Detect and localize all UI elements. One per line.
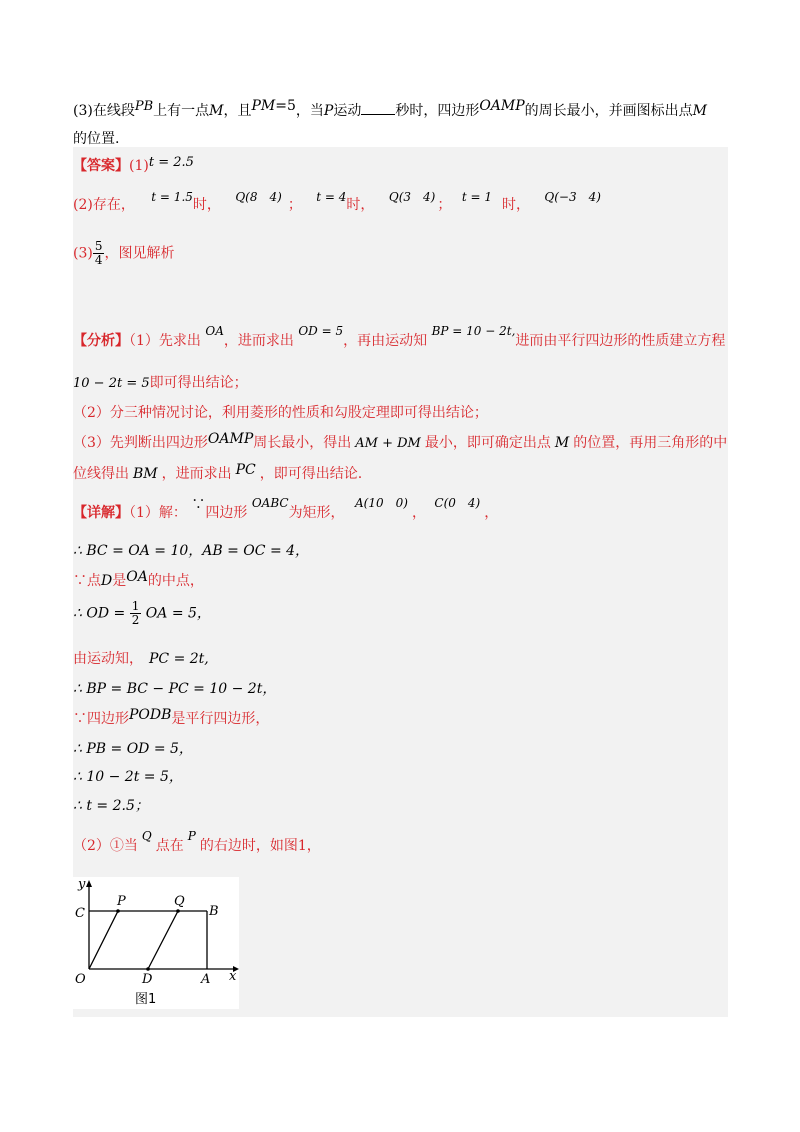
detail-line-1: 【详解】（1）解： ∵四边形 OABC为矩形， A(10 0)， C(0 4)，	[73, 496, 499, 521]
answer-label: 【答案】	[73, 158, 129, 174]
detail-line-8: ∴ PB = OD = 5，	[73, 741, 193, 757]
detail-line-2: ∴ BC = OA = 10，AB = OC = 4，	[73, 543, 310, 559]
point-d	[146, 967, 150, 971]
analysis-line-2: 10 − 2t = 5即可得出结论；	[73, 375, 248, 391]
blank-underline	[361, 102, 395, 115]
detail-line-3: ∵点D是OA的中点，	[73, 569, 204, 589]
detail-line-4: ∴ OD = $\frac{1}{2}$ OA = 5，	[73, 599, 211, 627]
analysis-line-1: 【分析】（1）先求出 OA，进而求出 OD = 5，再由运动知 BP = 10 − 2t,进而由平行四边形的性质建立方程	[73, 324, 726, 349]
answer-line-2: (2)存在， t = 1.5时， Q(8 4) ； t = 4时， Q(3 4) ； t = 1 时， Q(−3 4)	[73, 190, 601, 213]
analysis-line-5: 位线得出 BM ，进而求出 PC ，即可得出结论.	[73, 462, 363, 482]
analysis-line-4: （3）先判断出四边形OAMP周长最小，得出 AM + DM 最小，即可确定出点 M 的位置，再用三角形的中	[73, 431, 728, 451]
detail-line-11: （2）①当Q点在P的右边时，如图1，	[73, 829, 321, 854]
label-p: P	[117, 894, 126, 909]
y-axis-arrow	[86, 880, 92, 887]
point-p	[116, 909, 120, 913]
label-x: x	[229, 969, 237, 984]
detail-label: 【详解】	[73, 505, 129, 521]
label-a: A	[201, 972, 211, 987]
fraction-1-2: $\frac{1}{2}$	[131, 599, 140, 627]
label-d: D	[142, 972, 153, 987]
label-y: y	[78, 877, 86, 892]
math-pm: PM	[251, 98, 276, 114]
answer-line-3: (3) $\frac{5}{4}$ ，图见解析	[73, 239, 175, 267]
detail-line-7: ∵四边形PODB是平行四边形，	[73, 707, 270, 727]
figure-1	[73, 877, 239, 1009]
answer-line-1: 【答案】(1)t = 2.5	[73, 155, 194, 174]
segment-dq	[148, 911, 178, 969]
segment-op	[89, 911, 118, 969]
fraction-5-4: $\frac{5}{4}$	[94, 239, 103, 267]
question-3-line-1: (3)在线段PB上有一点M，且PM=5，当P运动 秒时，四边形OAMP的周长最小，并画图标出点M	[73, 98, 708, 119]
detail-line-10: ∴ t = 2.5；	[73, 798, 149, 814]
detail-line-6: ∴ BP = BC − PC = 10 − 2t，	[73, 681, 277, 697]
label-c: C	[75, 906, 85, 921]
label-b: B	[209, 904, 219, 919]
detail-line-9: ∴ 10 − 2t = 5，	[73, 769, 183, 785]
math-pb: PB	[134, 99, 154, 114]
analysis-label: 【分析】	[73, 333, 129, 349]
math-oamp: OAMP	[479, 98, 525, 114]
point-q	[176, 909, 180, 913]
label-o: O	[75, 972, 86, 987]
detail-line-5: 由运动知， PC = 2t,	[73, 651, 209, 667]
analysis-line-3: （2）分三种情况讨论，利用菱形的性质和勾股定理即可得出结论；	[73, 405, 488, 421]
question-3-line-2: 的位置.	[73, 131, 120, 147]
figure-1-diagram	[73, 877, 239, 1009]
figure-caption: 图1	[135, 992, 157, 1007]
label-q: Q	[174, 894, 185, 909]
